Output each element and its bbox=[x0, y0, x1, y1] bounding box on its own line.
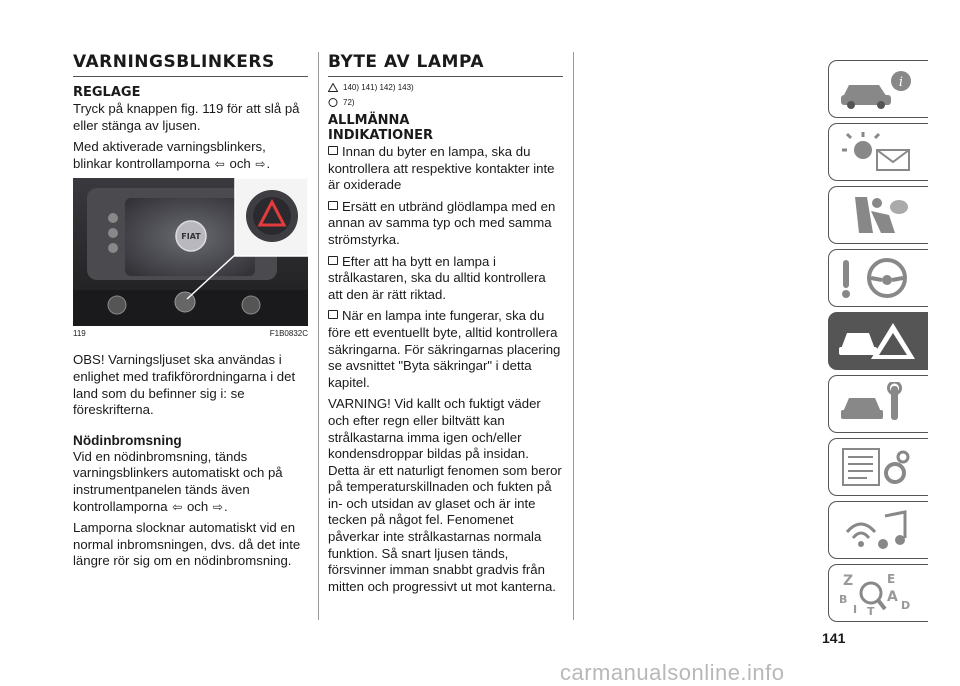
svg-text:T: T bbox=[867, 605, 875, 615]
chapter-tab-driving[interactable] bbox=[828, 249, 928, 307]
paragraph-lamps-off: Lamporna slocknar automatiskt vid en normal inbromsningen, dvs. då det inte längre rör sig om en nödinbromsning. bbox=[73, 520, 301, 569]
subsection-title-controls: REGLAGE bbox=[73, 85, 141, 100]
turn-right-arrow-icon: ⇨ bbox=[212, 499, 223, 514]
specs-gear-icon bbox=[837, 445, 917, 489]
chapter-tab-index[interactable] bbox=[828, 564, 928, 622]
caution-refs-row bbox=[328, 98, 563, 107]
column-divider bbox=[573, 52, 574, 620]
chapter-tab-technical-data[interactable] bbox=[828, 438, 928, 496]
paragraph-emergency-braking: Vid en nödinbromsning, tänds varningsblinkers automatiskt och på instrumentpanelen tänds även kontrollamporna ⇦ och ⇨. bbox=[73, 448, 283, 514]
chapter-tab-emergency[interactable] bbox=[828, 312, 928, 370]
warning-references: 140) 141) 142) 143) bbox=[343, 83, 414, 92]
turn-left-arrow-icon: ⇦ bbox=[172, 499, 183, 514]
wrench-car-icon bbox=[837, 382, 917, 426]
steering-wheel-key-icon bbox=[837, 256, 917, 300]
paragraph-hazard-indicators: Med aktiverade varningsblinkers, blinkar kontrollamporna ⇦ och ⇨. bbox=[73, 139, 271, 171]
bullet-box-icon bbox=[328, 201, 338, 210]
chapter-tab-lights[interactable] bbox=[828, 123, 928, 181]
car-info-icon bbox=[837, 67, 917, 111]
svg-text:I: I bbox=[853, 603, 858, 615]
turn-left-arrow-icon: ⇦ bbox=[214, 156, 225, 171]
svg-text:i: i bbox=[898, 75, 904, 90]
subsection-title-general: ALLMÄNNA INDIKATIONER bbox=[328, 113, 433, 143]
section-title-lamp-replacement: BYTE AV LAMPA bbox=[328, 52, 563, 77]
chapter-tab-multimedia[interactable] bbox=[828, 501, 928, 559]
svg-text:E: E bbox=[887, 572, 896, 586]
chapter-tab-dashboard[interactable] bbox=[828, 60, 928, 118]
dashboard-photo-illustration bbox=[73, 178, 308, 326]
caution-references: 72) bbox=[343, 98, 355, 107]
turn-right-arrow-icon: ⇨ bbox=[255, 156, 266, 171]
bullet-box-icon bbox=[328, 256, 338, 265]
figure-number: 119 bbox=[73, 329, 86, 339]
multimedia-music-icon bbox=[837, 508, 917, 552]
list-item: Innan du byter en lampa, ska du kontrollera att respektive kontakter inte är oxiderade bbox=[328, 144, 555, 193]
list-item: Efter att ha bytt en lampa i strålkastaren, ska du alltid kontrollera att den är rätt riktad. bbox=[328, 253, 546, 302]
column-divider bbox=[318, 52, 319, 620]
page-number: 141 bbox=[822, 630, 846, 646]
warning-refs-row bbox=[328, 83, 563, 92]
svg-text:A: A bbox=[887, 589, 898, 605]
light-message-icon bbox=[837, 130, 917, 174]
paragraph-warning: VARNING! Vid kallt och fuktigt väder och efter regn eller biltvätt kan strålkastarna imma igen och/eller kondensdroppar bildas på insidan. Detta är ett naturligt fenomen som beror på temperaturskillnaden och fukten på in- och utsidan av glaset och är inte tecken på något fel. Fenomenet påverkar inte strålkastarnas normala funktion. Så snart ljusen tänds, försvinner imman snabbt gradvis från mitten och progressivt ut mot kanterna. bbox=[328, 396, 562, 594]
list-item: När en lampa inte fungerar, ska du före ett eventuellt byte, alltid kontrollera säkringarna. För säkringarnas placering se avsnittet "Byta säkringar" i detta kapitel. bbox=[328, 308, 561, 390]
left-column bbox=[73, 52, 308, 575]
paragraph-hazard-button: Tryck på knappen fig. 119 för att slå på eller stänga av ljusen. bbox=[73, 101, 300, 133]
svg-text:D: D bbox=[901, 599, 911, 612]
heading-emergency-braking: Nödinbromsning bbox=[73, 432, 182, 448]
svg-text:Z: Z bbox=[843, 573, 854, 589]
watermark: carmanualsonline.info bbox=[560, 660, 785, 685]
fiat-logo: FIAT bbox=[181, 232, 201, 242]
svg-text:B: B bbox=[839, 593, 848, 606]
section-title-hazard: VARNINGSBLINKERS bbox=[73, 52, 308, 77]
list-item: Ersätt en utbränd glödlampa med en annan av samma typ och med samma strömstyrka. bbox=[328, 198, 556, 247]
chapter-tab-maintenance[interactable] bbox=[828, 375, 928, 433]
caution-icon bbox=[328, 98, 338, 107]
chapter-tab-safety[interactable] bbox=[828, 186, 928, 244]
bullet-box-icon bbox=[328, 146, 338, 155]
airbag-seat-icon bbox=[837, 193, 917, 237]
figure-code: F1B0832C bbox=[269, 329, 308, 339]
emergency-triangle-icon bbox=[837, 319, 917, 363]
right-column bbox=[328, 52, 563, 600]
paragraph-note: OBS! Varningsljuset ska användas i enlighet med trafikförordningarna i det land som du befinner sig i: se föreskrifterna. bbox=[73, 352, 296, 418]
alphabetical-index-icon bbox=[837, 571, 917, 615]
figure-caption bbox=[73, 329, 308, 338]
warning-triangle-icon bbox=[328, 83, 338, 92]
figure-hazard-button-photo bbox=[73, 178, 308, 326]
bullet-box-icon bbox=[328, 310, 338, 319]
